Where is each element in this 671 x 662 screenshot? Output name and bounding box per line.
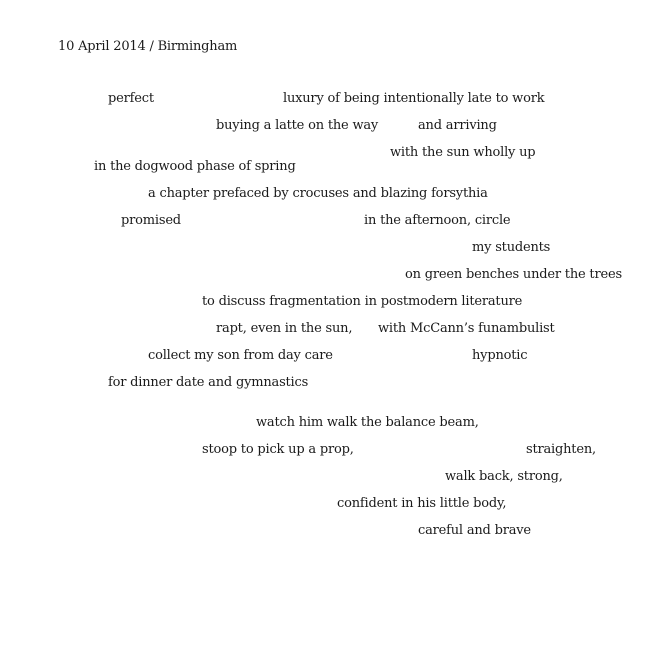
poem-fragment: perfect	[108, 91, 154, 106]
poem-fragment: confident in his little body,	[337, 496, 507, 511]
poem-fragment: a chapter prefaced by crocuses and blazing forsythia	[148, 186, 488, 201]
poem-fragment: in the dogwood phase of spring	[94, 159, 296, 174]
poem-fragment: careful and brave	[418, 523, 531, 538]
poem-fragment: buying a latte on the way	[216, 118, 379, 133]
poem-fragment: straighten,	[526, 442, 596, 457]
poem-fragment: walk back, strong,	[445, 469, 563, 484]
poem-fragment: luxury of being intentionally late to work	[283, 91, 545, 106]
poem-fragment: rapt, even in the sun,	[216, 321, 353, 336]
poem-fragment: hypnotic	[472, 348, 528, 363]
poem-fragment: on green benches under the trees	[405, 267, 622, 282]
poem-fragment: collect my son from day care	[148, 348, 333, 363]
poem-fragment: with McCann’s funambulist	[378, 321, 555, 336]
dateline: 10 April 2014 / Birmingham	[58, 39, 238, 54]
poem-fragment: and arriving	[418, 118, 497, 133]
poem-fragment: in the afternoon, circle	[364, 213, 511, 228]
poem-fragment: my students	[472, 240, 551, 255]
poem-fragment: for dinner date and gymnastics	[108, 375, 309, 390]
poem-fragment: promised	[121, 213, 181, 228]
poem-fragment: to discuss fragmentation in postmodern literature	[202, 294, 523, 309]
poem-fragment: watch him walk the balance beam,	[256, 415, 479, 430]
poem-fragment: stoop to pick up a prop,	[202, 442, 354, 457]
poem-fragment: with the sun wholly up	[390, 145, 536, 160]
